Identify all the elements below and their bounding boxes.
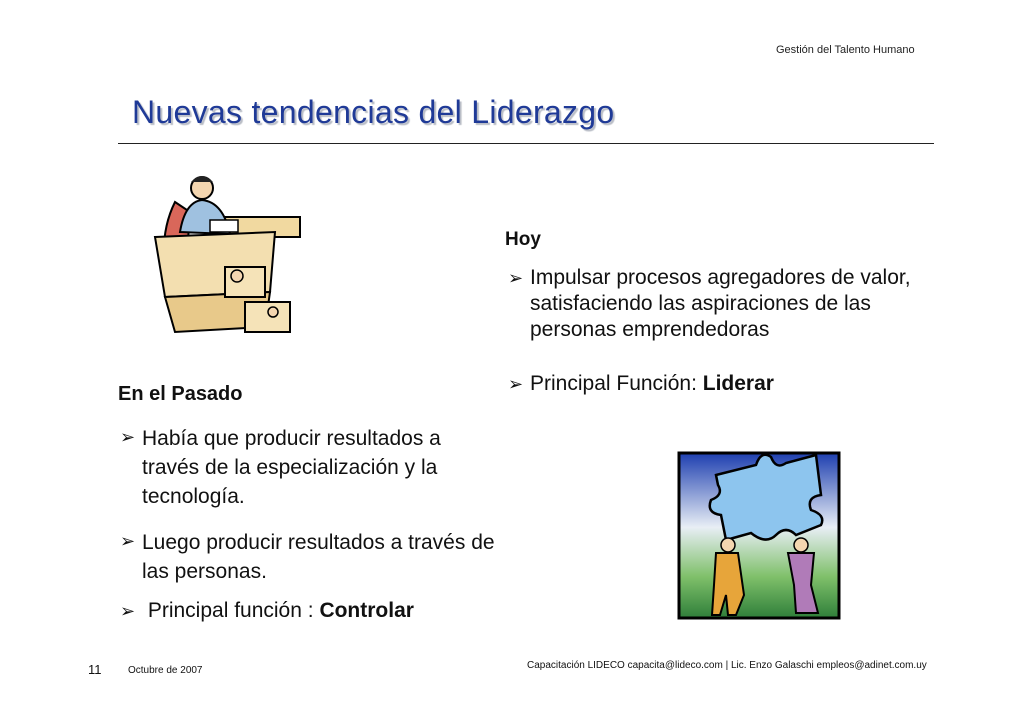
past-heading: En el Pasado [118,383,243,405]
page-number: 11 [88,662,102,677]
today-heading: Hoy [505,229,541,250]
today-bullet-1: ➢ Impulsar procesos agregadores de valor, satisfaciendo las aspiraciones de las personas emprendedoras [508,266,911,341]
past-bullet-3: ➢ Principal función : Controlar [120,599,414,622]
arrow-bullet-icon: ➢ [120,427,136,447]
header-text: Gestión del Talento Humano [776,44,915,56]
puzzle-teamwork-clipart [676,435,851,625]
slide-title: Nuevas tendencias del Liderazgo [132,94,615,130]
arrow-bullet-icon: ➢ [120,531,136,551]
footer-credits: Capacitación LIDECO capacita@lideco.com | Lic. Enzo Galaschi empleos@adinet.com.uy [527,660,927,671]
arrow-bullet-icon: ➢ [508,268,524,288]
past-bullet-2: ➢ Luego producir resultados a través de las personas. [120,528,520,586]
today-bullet-2: ➢ Principal Función: Liderar [508,372,774,395]
past-bullet-1: ➢ Había que producir resultados a través de la especialización y la tecnología. [120,424,500,511]
office-desk-clipart [145,172,310,347]
title-divider [118,143,934,144]
arrow-bullet-icon: ➢ [120,601,136,621]
footer-date: Octubre de 2007 [128,665,203,676]
arrow-bullet-icon: ➢ [508,374,524,394]
